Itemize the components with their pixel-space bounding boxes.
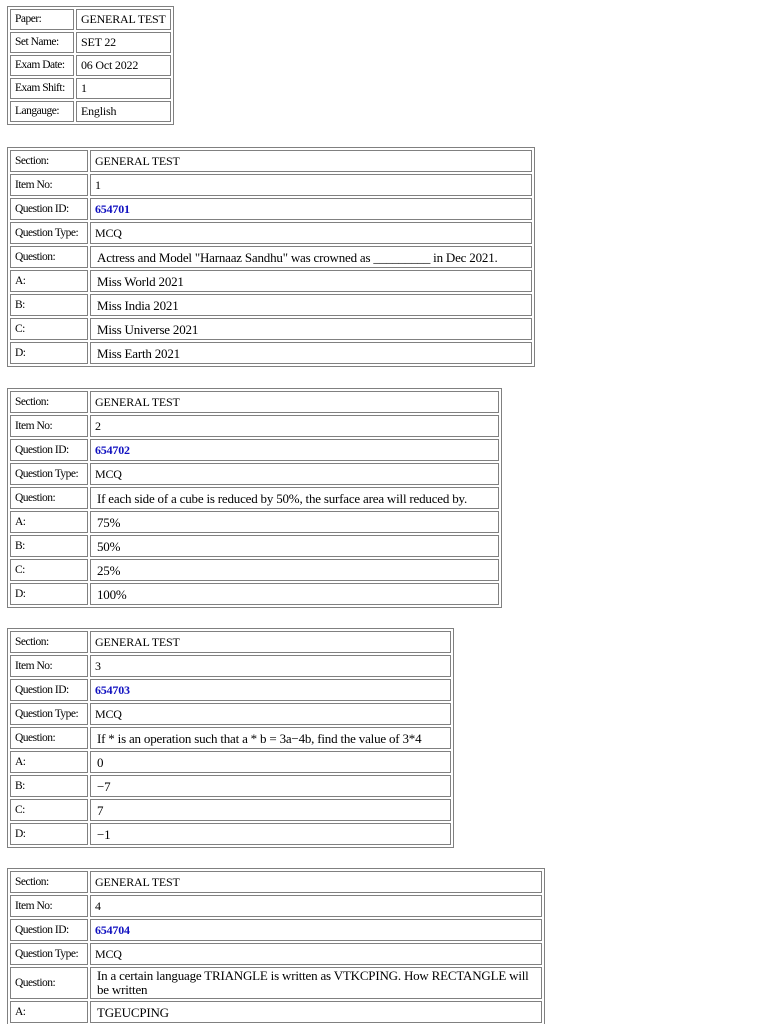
exam-shift-label: Exam Shift: (10, 78, 74, 99)
item-no-value: 4 (90, 895, 542, 917)
table-row (10, 871, 542, 893)
set-name-label: Set Name: (10, 32, 74, 53)
table-row (10, 439, 499, 461)
exam-info-table (7, 6, 174, 125)
item-no-value: 1 (90, 174, 532, 196)
question-text: If each side of a cube is reduced by 50%, the surface area will reduced by. (90, 487, 499, 509)
table-row (10, 174, 532, 196)
question-label: Question: (10, 727, 88, 749)
table-row (10, 727, 451, 749)
table-row (10, 1001, 542, 1023)
table-row (10, 823, 451, 845)
table-row (10, 9, 171, 30)
table-row (10, 246, 532, 268)
section-value: GENERAL TEST (90, 391, 499, 413)
section-label: Section: (10, 150, 88, 172)
table-row (10, 967, 542, 999)
paper-value: GENERAL TEST (76, 9, 171, 30)
table-row (10, 943, 542, 965)
exam-shift-value: 1 (76, 78, 171, 99)
option-a-text: 0 (90, 751, 451, 773)
question-table-2 (7, 388, 502, 608)
question-text: In a certain language TRIANGLE is written as VTKCPING. How RECTANGLE will be written (90, 967, 542, 999)
option-b-text: Miss India 2021 (90, 294, 532, 316)
option-a-label: A: (10, 751, 88, 773)
question-type-label: Question Type: (10, 222, 88, 244)
question-type-label: Question Type: (10, 463, 88, 485)
question-type-value: MCQ (90, 943, 542, 965)
option-c-text: 7 (90, 799, 451, 821)
option-a-text: TGEUCPING (90, 1001, 542, 1023)
table-row (10, 679, 451, 701)
question-id-value: 654702 (90, 439, 499, 461)
question-id-label: Question ID: (10, 439, 88, 461)
table-row (10, 799, 451, 821)
section-label: Section: (10, 391, 88, 413)
question-label: Question: (10, 487, 88, 509)
language-label: Langauge: (10, 101, 74, 122)
option-c-text: Miss Universe 2021 (90, 318, 532, 340)
table-row (10, 751, 451, 773)
option-b-text: 50% (90, 535, 499, 557)
table-row (10, 463, 499, 485)
option-a-text: Miss World 2021 (90, 270, 532, 292)
option-d-label: D: (10, 583, 88, 605)
section-value: GENERAL TEST (90, 871, 542, 893)
question-text: If * is an operation such that a * b = 3a−4b, find the value of 3*4 (90, 727, 451, 749)
question-type-label: Question Type: (10, 943, 88, 965)
table-row (10, 55, 171, 76)
table-row (10, 101, 171, 122)
question-id-label: Question ID: (10, 198, 88, 220)
table-row (10, 703, 451, 725)
question-type-value: MCQ (90, 703, 451, 725)
table-row (10, 655, 451, 677)
option-d-label: D: (10, 342, 88, 364)
exam-date-label: Exam Date: (10, 55, 74, 76)
item-no-label: Item No: (10, 174, 88, 196)
table-row (10, 391, 499, 413)
table-row (10, 535, 499, 557)
option-d-text: 100% (90, 583, 499, 605)
option-a-label: A: (10, 1001, 88, 1023)
table-row (10, 415, 499, 437)
item-no-label: Item No: (10, 415, 88, 437)
question-table-4 (7, 868, 545, 1024)
question-id-value: 654701 (90, 198, 532, 220)
item-no-value: 2 (90, 415, 499, 437)
option-c-label: C: (10, 799, 88, 821)
paper-label: Paper: (10, 9, 74, 30)
option-d-text: Miss Earth 2021 (90, 342, 532, 364)
item-no-label: Item No: (10, 895, 88, 917)
table-row (10, 919, 542, 941)
question-table-1 (7, 147, 535, 367)
table-row (10, 270, 532, 292)
option-c-label: C: (10, 559, 88, 581)
option-d-label: D: (10, 823, 88, 845)
table-row (10, 222, 532, 244)
set-name-value: SET 22 (76, 32, 171, 53)
table-row (10, 318, 532, 340)
table-row (10, 559, 499, 581)
table-row (10, 198, 532, 220)
question-type-value: MCQ (90, 222, 532, 244)
table-row (10, 150, 532, 172)
language-value: English (76, 101, 171, 122)
option-a-text: 75% (90, 511, 499, 533)
table-row (10, 487, 499, 509)
question-label: Question: (10, 246, 88, 268)
table-row (10, 775, 451, 797)
section-value: GENERAL TEST (90, 150, 532, 172)
table-row (10, 895, 542, 917)
table-row (10, 511, 499, 533)
option-a-label: A: (10, 270, 88, 292)
question-table-3 (7, 628, 454, 848)
option-b-label: B: (10, 535, 88, 557)
table-row (10, 78, 171, 99)
option-c-text: 25% (90, 559, 499, 581)
option-c-label: C: (10, 318, 88, 340)
option-b-text: −7 (90, 775, 451, 797)
option-b-label: B: (10, 294, 88, 316)
section-label: Section: (10, 871, 88, 893)
question-id-value: 654703 (90, 679, 451, 701)
table-row (10, 631, 451, 653)
item-no-label: Item No: (10, 655, 88, 677)
option-b-label: B: (10, 775, 88, 797)
table-row (10, 32, 171, 53)
exam-date-value: 06 Oct 2022 (76, 55, 171, 76)
section-value: GENERAL TEST (90, 631, 451, 653)
option-d-text: −1 (90, 823, 451, 845)
section-label: Section: (10, 631, 88, 653)
question-type-label: Question Type: (10, 703, 88, 725)
question-id-label: Question ID: (10, 679, 88, 701)
question-text: Actress and Model "Harnaaz Sandhu" was crowned as _________ in Dec 2021. (90, 246, 532, 268)
item-no-value: 3 (90, 655, 451, 677)
question-label: Question: (10, 967, 88, 999)
question-id-value: 654704 (90, 919, 542, 941)
table-row (10, 342, 532, 364)
question-id-label: Question ID: (10, 919, 88, 941)
question-type-value: MCQ (90, 463, 499, 485)
table-row (10, 294, 532, 316)
option-a-label: A: (10, 511, 88, 533)
table-row (10, 583, 499, 605)
